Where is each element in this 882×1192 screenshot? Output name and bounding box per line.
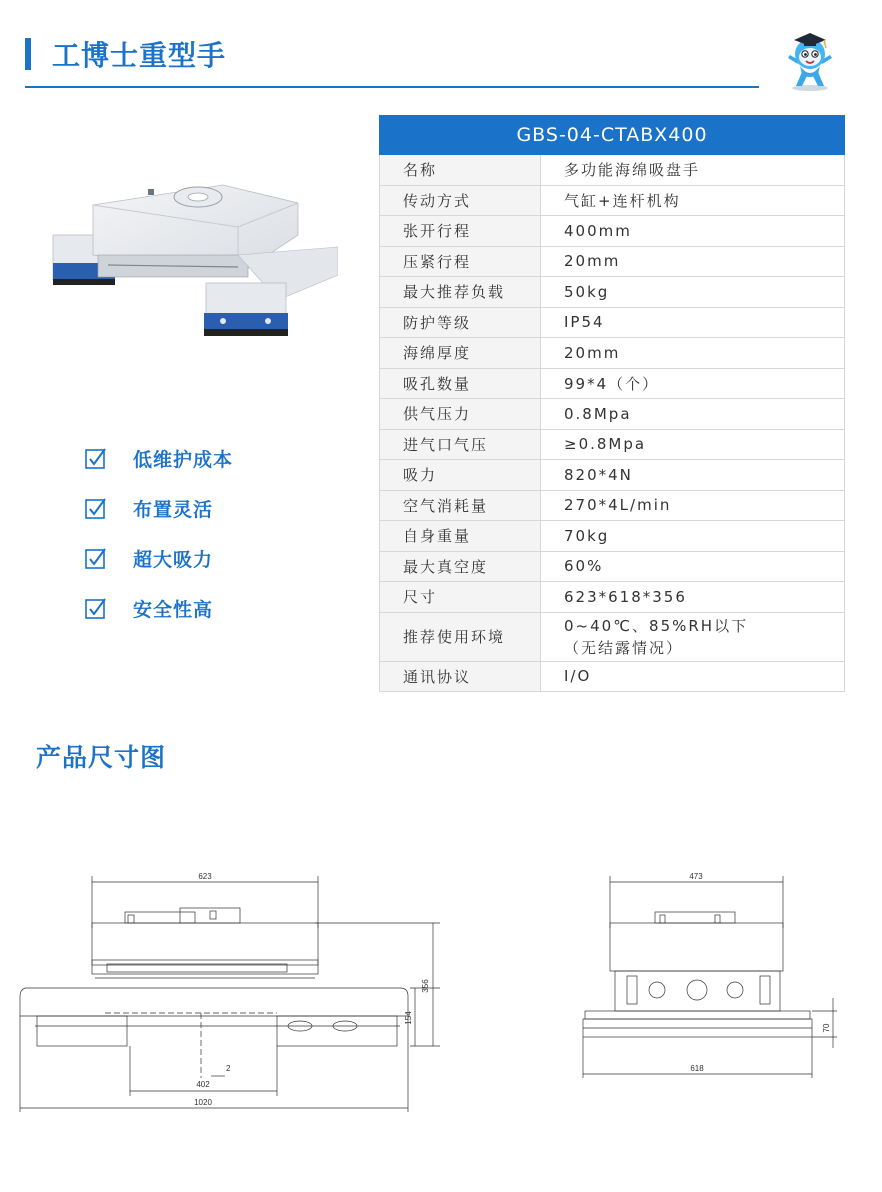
feature-label: 低维护成本: [133, 448, 234, 471]
dim-label: 154: [404, 1011, 413, 1025]
spec-key: 尺寸: [380, 582, 541, 613]
spec-value-line: （无结露情况）: [564, 638, 684, 657]
spec-value: 400mm: [541, 216, 845, 247]
spec-value: 气缸+连杆机构: [541, 185, 845, 216]
spec-key: 进气口气压: [380, 429, 541, 460]
checkbox-checked-icon: [85, 547, 107, 569]
spec-value: 70kg: [541, 521, 845, 552]
table-row: [380, 307, 845, 338]
spec-key: 空气消耗量: [380, 490, 541, 521]
table-row: [380, 277, 845, 308]
spec-value: I/O: [541, 661, 845, 692]
spec-value: 820*4N: [541, 460, 845, 491]
front-view-drawing: [15, 868, 445, 1118]
spec-key: 防护等级: [380, 307, 541, 338]
table-row: [380, 338, 845, 369]
dim-label: 2: [226, 1064, 231, 1073]
product-image: [38, 175, 338, 355]
table-row: [380, 582, 845, 613]
dim-label: 356: [421, 979, 430, 993]
table-row: [380, 246, 845, 277]
spec-key: 最大真空度: [380, 551, 541, 582]
table-row: [380, 521, 845, 552]
table-row: [380, 551, 845, 582]
spec-value: [541, 612, 845, 661]
spec-value: 99*4（个）: [541, 368, 845, 399]
title-accent-bar: [25, 38, 31, 70]
side-view-drawing: [575, 868, 845, 1088]
dim-label: 623: [198, 872, 212, 881]
spec-key: 传动方式: [380, 185, 541, 216]
table-row: [380, 368, 845, 399]
spec-key: 吸孔数量: [380, 368, 541, 399]
dim-label: 473: [689, 872, 703, 881]
table-row: [380, 216, 845, 247]
mascot-doctor-icon: [780, 28, 840, 92]
checkbox-checked-icon: [85, 597, 107, 619]
checkbox-checked-icon: [85, 447, 107, 469]
spec-value: 20mm: [541, 246, 845, 277]
spec-key: 供气压力: [380, 399, 541, 430]
spec-value: 623*618*356: [541, 582, 845, 613]
spec-value-line: 0~40℃、85%RH以下: [564, 616, 749, 635]
table-row: [380, 460, 845, 491]
dim-label: 1020: [194, 1098, 212, 1107]
spec-value: 0.8Mpa: [541, 399, 845, 430]
spec-value: 60%: [541, 551, 845, 582]
page-title: 工博士重型手: [52, 39, 227, 72]
table-row: [380, 399, 845, 430]
spec-key: 海绵厚度: [380, 338, 541, 369]
feature-label: 超大吸力: [133, 548, 214, 571]
model-header: GBS-04-CTABX400: [380, 116, 845, 155]
table-row: [380, 155, 845, 186]
spec-key: 名称: [380, 155, 541, 186]
spec-value: 多功能海绵吸盘手: [541, 155, 845, 186]
spec-table: [379, 115, 845, 692]
spec-key: 通讯协议: [380, 661, 541, 692]
dim-label: 70: [822, 1023, 831, 1033]
spec-value: 270*4L/min: [541, 490, 845, 521]
table-row: [380, 612, 845, 661]
table-row: [380, 185, 845, 216]
spec-key: 最大推荐负载: [380, 277, 541, 308]
spec-value: 50kg: [541, 277, 845, 308]
table-row: [380, 490, 845, 521]
feature-item: [85, 583, 233, 633]
spec-value: IP54: [541, 307, 845, 338]
dim-label: 618: [690, 1064, 704, 1073]
feature-item: [85, 533, 233, 583]
dimension-section-title: 产品尺寸图: [36, 743, 167, 772]
spec-key: 压紧行程: [380, 246, 541, 277]
feature-item: [85, 483, 233, 533]
spec-key: 张开行程: [380, 216, 541, 247]
feature-list: [85, 433, 233, 633]
checkbox-checked-icon: [85, 497, 107, 519]
feature-label: 安全性高: [133, 598, 214, 621]
spec-value: ≥0.8Mpa: [541, 429, 845, 460]
dim-label: 402: [196, 1080, 210, 1089]
spec-key: 吸力: [380, 460, 541, 491]
feature-label: 布置灵活: [133, 498, 214, 521]
spec-value: 20mm: [541, 338, 845, 369]
spec-key: 自身重量: [380, 521, 541, 552]
table-row: [380, 429, 845, 460]
feature-item: [85, 433, 233, 483]
table-row: [380, 661, 845, 692]
header-divider: [25, 86, 759, 88]
spec-key: 推荐使用环境: [380, 612, 541, 661]
